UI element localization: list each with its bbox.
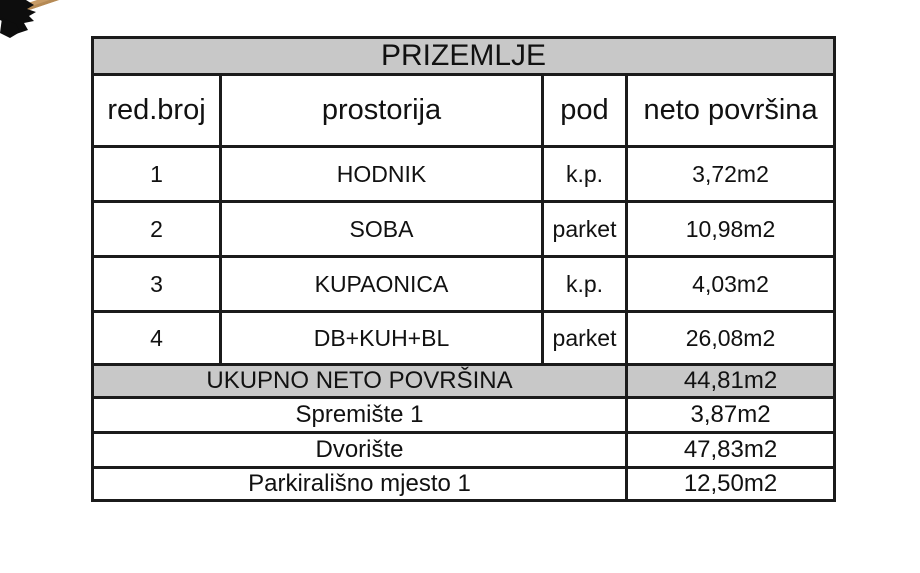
col-header-room: prostorija: [221, 75, 543, 147]
cell-num: 2: [93, 202, 221, 257]
table-title-row: [93, 38, 835, 75]
table-row: [93, 312, 835, 365]
cell-room: HODNIK: [221, 147, 543, 202]
cell-area: 3,72m2: [627, 147, 835, 202]
extra-label: Parkirališno mjesto 1: [93, 468, 627, 501]
floor-title: PRIZEMLJE: [93, 38, 835, 75]
cell-area: 26,08m2: [627, 312, 835, 365]
cell-num: 3: [93, 257, 221, 312]
cell-floor: parket: [543, 202, 627, 257]
extra-area: 12,50m2: [627, 468, 835, 501]
cell-num: 1: [93, 147, 221, 202]
extra-area: 47,83m2: [627, 433, 835, 468]
table-row: [93, 147, 835, 202]
cell-num: 4: [93, 312, 221, 365]
cell-floor: parket: [543, 312, 627, 365]
extra-row: [93, 433, 835, 468]
cell-room: KUPAONICA: [221, 257, 543, 312]
total-row: [93, 365, 835, 398]
total-area: 44,81m2: [627, 365, 835, 398]
cell-area: 4,03m2: [627, 257, 835, 312]
pen-tip-icon: [0, 0, 100, 62]
extra-area: 3,87m2: [627, 398, 835, 433]
table-row: [93, 202, 835, 257]
cell-area: 10,98m2: [627, 202, 835, 257]
col-header-floor: pod: [543, 75, 627, 147]
cell-floor: k.p.: [543, 147, 627, 202]
cell-room: DB+KUH+BL: [221, 312, 543, 365]
table-row: [93, 257, 835, 312]
extra-label: Dvorište: [93, 433, 627, 468]
col-header-area: neto površina: [627, 75, 835, 147]
room-spec-table: [91, 36, 836, 502]
cell-room: SOBA: [221, 202, 543, 257]
extra-row: [93, 468, 835, 501]
total-label: UKUPNO NETO POVRŠINA: [93, 365, 627, 398]
col-header-num: red.broj: [93, 75, 221, 147]
extra-row: [93, 398, 835, 433]
table-header-row: [93, 75, 835, 147]
extra-label: Spremište 1: [93, 398, 627, 433]
cell-floor: k.p.: [543, 257, 627, 312]
